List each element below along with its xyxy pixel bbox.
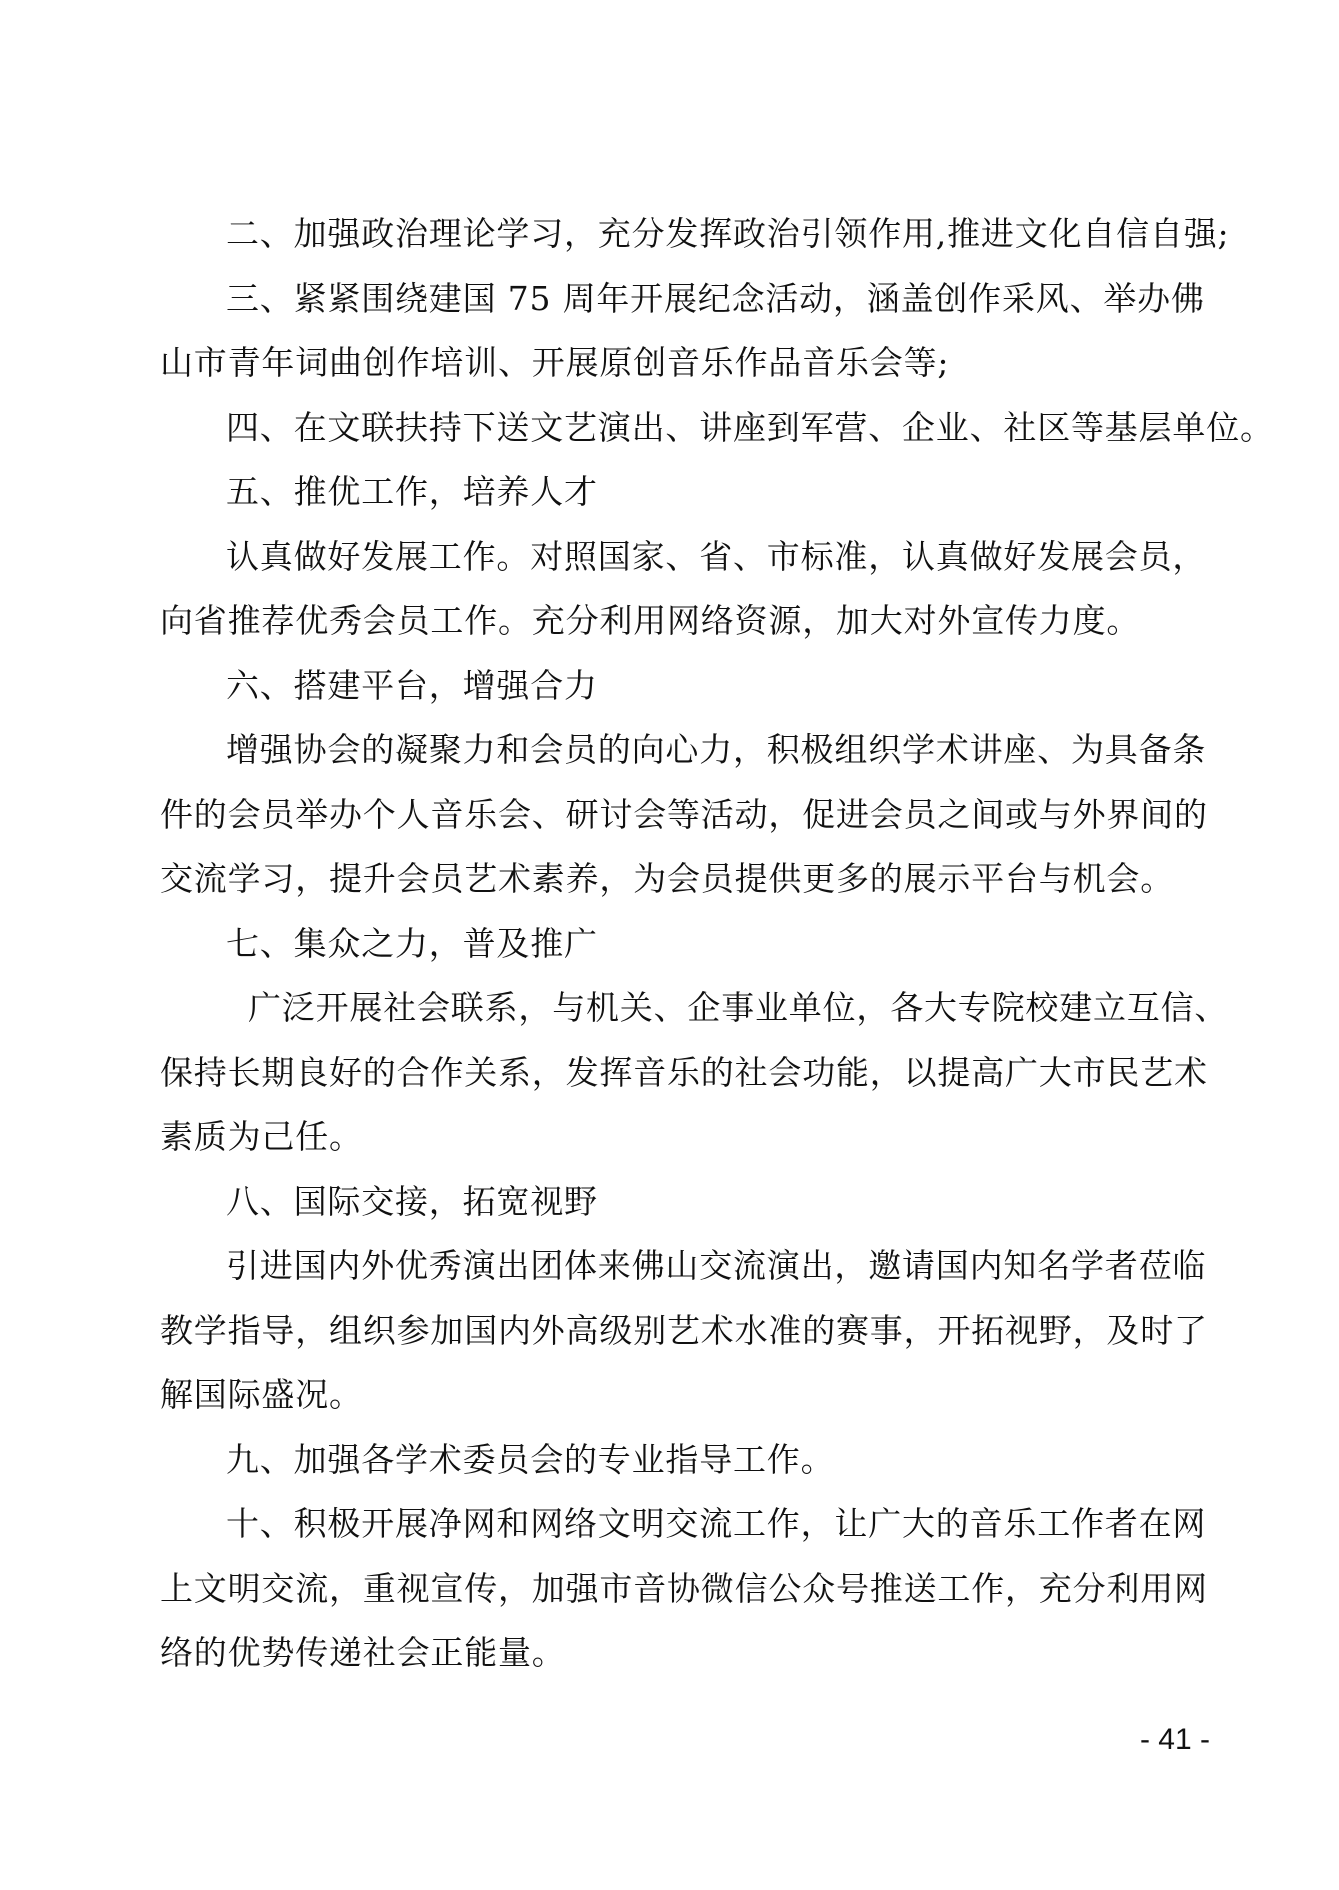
- section-heading: 七、集众之力，普及推广: [226, 923, 598, 963]
- paragraph-line: 上文明交流，重视宣传，加强市音协微信公众号推送工作，充分利用网: [160, 1568, 1208, 1608]
- paragraph-line: 四、在文联扶持下送文艺演出、讲座到军营、企业、社区等基层单位。: [226, 407, 1274, 447]
- paragraph-line: 广泛开展社会联系，与机关、企事业单位，各大专院校建立互信、: [248, 988, 1229, 1027]
- paragraph-line: 保持长期良好的合作关系，发挥音乐的社会功能，以提高广大市民艺术: [160, 1052, 1208, 1092]
- paragraph-line: 三、紧紧围绕建国 75 周年开展纪念活动，涵盖创作采风、举办佛: [226, 278, 1205, 318]
- paragraph-line: 络的优势传递社会正能量。: [160, 1633, 566, 1672]
- paragraph-line: 九、加强各学术委员会的专业指导工作。: [226, 1439, 835, 1479]
- paragraph-line: 解国际盛况。: [160, 1375, 363, 1414]
- section-heading: 五、推优工作，培养人才: [226, 472, 598, 511]
- paragraph-line: 素质为己任。: [160, 1117, 363, 1156]
- paragraph-line: 引进国内外优秀演出团体来佛山交流演出，邀请国内知名学者莅临: [226, 1246, 1207, 1285]
- page-number: - 41 -: [1139, 1723, 1210, 1756]
- paragraph-line: 增强协会的凝聚力和会员的向心力，积极组织学术讲座、为具备条: [226, 730, 1207, 769]
- section-heading: 八、国际交接，拓宽视野: [226, 1181, 598, 1221]
- document-body: [160, 202, 1274, 1686]
- paragraph-line: 教学指导，组织参加国内外高级别艺术水准的赛事，开拓视野，及时了: [160, 1310, 1208, 1350]
- paragraph-line: 件的会员举办个人音乐会、研讨会等活动，促进会员之间或与外界间的: [160, 794, 1208, 834]
- section-heading: 六、搭建平台，增强合力: [226, 665, 598, 705]
- paragraph-line: 山市青年词曲创作培训、开展原创音乐作品音乐会等;: [160, 343, 950, 382]
- paragraph-line: 十、积极开展净网和网络文明交流工作，让广大的音乐工作者在网: [226, 1504, 1207, 1543]
- paragraph-line: 认真做好发展工作。对照国家、省、市标准，认真做好发展会员，: [226, 536, 1207, 576]
- paragraph-line: 向省推荐优秀会员工作。充分利用网络资源，加大对外宣传力度。: [160, 601, 1141, 640]
- paragraph-line: 二、加强政治理论学习，充分发挥政治引领作用,推进文化自信自强;: [226, 214, 1230, 253]
- paragraph-line: 交流学习，提升会员艺术素养，为会员提供更多的展示平台与机会。: [160, 859, 1174, 898]
